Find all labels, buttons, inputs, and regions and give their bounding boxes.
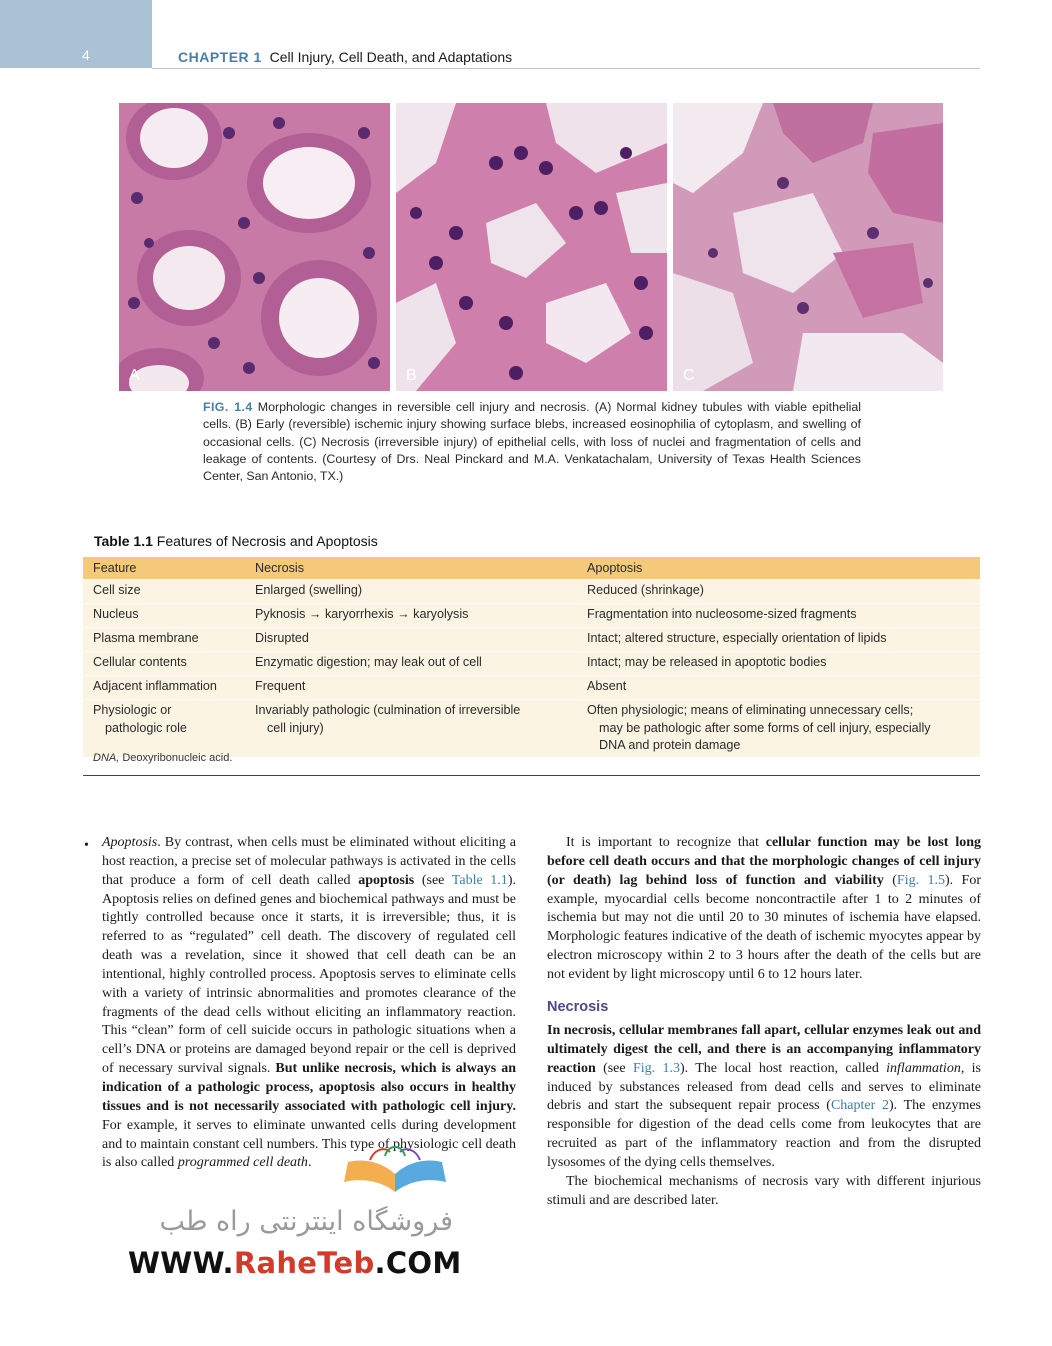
- text-run: ). Apoptosis relies on defined genes and biochemical pathways and must be tightly controlled because once it starts, it is irreversible; thus, it is referred to as “regulated” cell death. The discovery of regulated cell death was a revelation, since it showed that cell death can be an intentional, highly controlled process. Apoptosis serves to eliminate cells with a variety of intrinsic abnormalities and promotes clearance of the fragments of the dead cells without eliciting an inflammatory reaction. This “clean” form of cell suicide occurs in pathologic situations when a cell’s DNA or proteins are damaged beyond repair or the cell is deprived of necessary survival signals.: [102, 872, 516, 1077]
- micrograph-panel-c: [673, 103, 943, 391]
- cell-line: Enlarged (swelling): [255, 583, 363, 597]
- cell-feature: [83, 676, 245, 700]
- cell-line: Invariably pathologic (culmination of irreversible: [255, 703, 521, 717]
- micrograph-panel-a: [119, 103, 390, 391]
- figure-caption: [203, 399, 861, 485]
- term-apoptosis: Apoptosis: [102, 835, 158, 850]
- fig-1-3-link[interactable]: Fig. 1.3: [632, 1060, 680, 1076]
- left-column-text: [102, 834, 516, 1173]
- text-run: It is important to recognize that: [566, 835, 766, 850]
- bold-run: cellular function may be lost long before cell death occurs and that the morphologic changes of cell injury (or death) lag behind loss of function and viability: [547, 835, 981, 888]
- table-row: [83, 604, 980, 628]
- table-row: [83, 676, 980, 700]
- table-title: [94, 533, 378, 549]
- page-number-tab: [0, 0, 152, 68]
- table-row: [83, 628, 980, 652]
- header-apoptosis: Apoptosis: [577, 557, 980, 580]
- necrosis-apoptosis-table: [83, 557, 980, 757]
- cell-line: pathologic role: [105, 720, 187, 735]
- text-run: ). The local host reaction, called: [679, 1060, 887, 1076]
- chapter-2-link[interactable]: Chapter 2: [830, 1098, 889, 1114]
- url-suffix: .COM: [374, 1246, 462, 1280]
- panel-label-c: C: [683, 367, 695, 384]
- apoptosis-paragraph: [102, 834, 516, 1173]
- text-run: , is induced by substances released from dead cells and serves to eliminate debris and start the subsequent repair process (: [547, 1060, 981, 1114]
- watermark-url: [128, 1246, 462, 1280]
- cell-line: Intact; altered structure, especially orientation of lipids: [587, 631, 887, 645]
- watermark-persian-text: فروشگاه اینترنتی راه طب: [159, 1206, 453, 1237]
- book-logo-icon: [340, 1142, 450, 1202]
- italic-run: inflammation: [886, 1060, 961, 1076]
- cell-feature: [83, 628, 245, 652]
- header-feature: Feature: [83, 557, 245, 580]
- bold-run: apoptosis: [358, 872, 415, 888]
- cell-line: Fragmentation into nucleosome-sized fragments: [587, 607, 857, 621]
- header-rule: [152, 68, 980, 69]
- text-run: .: [307, 1155, 312, 1171]
- table-header-row: [83, 557, 980, 580]
- necrosis-paragraph: [547, 1022, 981, 1173]
- cell-apoptosis: [577, 628, 980, 652]
- micrograph-panel-b: [396, 103, 667, 391]
- mechanisms-paragraph: The biochemical mechanisms of necrosis vary with different injurious stimuli and are described later.: [547, 1173, 981, 1208]
- text-run: (see: [595, 1060, 633, 1076]
- header-necrosis: Necrosis: [245, 557, 577, 580]
- cell-apoptosis: [577, 700, 980, 757]
- cell-line: Adjacent inflammation: [93, 679, 217, 693]
- panel-label-b: B: [406, 367, 417, 384]
- cell-feature: [83, 652, 245, 676]
- text-run: (: [883, 872, 897, 888]
- table-bottom-rule: [83, 775, 980, 776]
- necrosis-section-text: [547, 1022, 981, 1210]
- cell-necrosis: [245, 604, 577, 628]
- page-number: 4: [82, 47, 90, 63]
- url-prefix: WWW.: [128, 1246, 234, 1280]
- cell-line: Frequent: [255, 679, 306, 693]
- url-brand: RaheTeb: [233, 1246, 375, 1280]
- italic-run: programmed cell death: [177, 1155, 308, 1171]
- cell-feature: [83, 700, 245, 757]
- fig-1-5-link[interactable]: Fig. 1.5: [896, 872, 945, 888]
- cell-apoptosis: [577, 580, 980, 604]
- table-1-1-link[interactable]: Table 1.1: [451, 872, 508, 888]
- cell-line: cell injury): [267, 720, 324, 735]
- table-row: [83, 580, 980, 604]
- table-row: [83, 652, 980, 676]
- figure-label: FIG. 1.4: [203, 400, 253, 414]
- cell-apoptosis: [577, 604, 980, 628]
- bold-run: In necrosis, cellular membranes fall apart, cellular enzymes leak out and ultimately digest the cell, and there is an accompanying inflammatory reaction: [547, 1023, 981, 1076]
- running-header: [178, 49, 512, 65]
- cell-necrosis: [245, 676, 577, 700]
- text-run: ). For example, myocardial cells become noncontractile after 1 to 2 minutes of ischemia but may not die until 20 to 30 minutes of ischemia have elapsed. Morphologic features indicative of the death of ischemic myocytes appear by electron microscopy within 2 to 3 hours after the death of the cells but are not evident by light microscopy until 6 to 12 hours later.: [547, 872, 981, 982]
- cell-necrosis: [245, 628, 577, 652]
- cell-line: Reduced (shrinkage): [587, 583, 704, 597]
- chapter-label: CHAPTER 1: [178, 49, 262, 65]
- footnote-abbreviation: DNA,: [93, 752, 120, 764]
- right-column-text: [547, 834, 981, 985]
- table-row: [83, 700, 980, 757]
- chapter-title: Cell Injury, Cell Death, and Adaptations: [269, 49, 513, 65]
- figure-caption-text: Morphologic changes in reversible cell injury and necrosis. (A) Normal kidney tubules with viable epithelial cells. (B) Early (reversible) ischemic injury showing surface blebs, increased eosinophilia of cytoplasm, and swelling of occasional cells. (C) Necrosis (irreversible injury) of epithelial cells, with loss of nuclei and fragmentation of cells and leakage of contents. (Courtesy of Drs. Neal Pinckard and M.A. Venkatachalam, University of Texas Health Sciences Center, San Antonio, TX.): [203, 400, 862, 484]
- cell-line: Cellular contents: [93, 655, 187, 669]
- micrograph-a-image: [119, 103, 390, 391]
- cell-necrosis: [245, 580, 577, 604]
- cell-line: DNA and protein damage: [599, 738, 741, 752]
- cell-apoptosis: [577, 652, 980, 676]
- cell-line: Often physiologic; means of eliminating unnecessary cells;: [587, 703, 914, 717]
- cell-line: Intact; may be released in apoptotic bodies: [587, 655, 827, 669]
- micrograph-b-image: [396, 103, 667, 391]
- text-run: For example, it serves to eliminate unwanted cells during development and to maintain constant cell numbers. This type of physiologic cell death is also called: [102, 1117, 516, 1171]
- cell-feature: [83, 580, 245, 604]
- cell-apoptosis: [577, 676, 980, 700]
- bullet-marker: •: [84, 838, 89, 853]
- section-heading-necrosis: Necrosis: [547, 999, 609, 1015]
- text-run: . By contrast, when cells must be eliminated without eliciting a host reaction, a precise set of molecular pathways is activated in the cells that produce a form of cell death called: [102, 835, 516, 888]
- cell-necrosis: [245, 700, 577, 757]
- bold-run: But unlike necrosis, which is always an indication of a pathologic process, apoptosis also occurs in healthy tissues and is not necessarily associated with pathologic cell injury.: [102, 1061, 516, 1114]
- text-run: ). The enzymes responsible for digestion of the dead cells come from leukocytes that are recruited as part of the inflammatory reaction and from the disrupted lysosomes of the dying cells themselves.: [547, 1098, 981, 1170]
- cell-line: Cell size: [93, 583, 141, 597]
- cell-line: Enzymatic digestion; may leak out of cell: [255, 655, 482, 669]
- cell-line: Nucleus: [93, 607, 139, 621]
- cell-line: Physiologic or: [93, 703, 172, 717]
- panel-label-a: A: [129, 367, 140, 384]
- function-loss-paragraph: [547, 834, 981, 985]
- table-label: Table 1.1: [94, 533, 153, 549]
- micrograph-c-image: [673, 103, 943, 391]
- cell-line: Absent: [587, 679, 627, 693]
- cell-line: Plasma membrane: [93, 631, 199, 645]
- footnote-text: Deoxyribonucleic acid.: [122, 752, 233, 764]
- cell-line: Pyknosis → karyorrhexis → karyolysis: [255, 607, 469, 621]
- cell-necrosis: [245, 652, 577, 676]
- cell-feature: [83, 604, 245, 628]
- cell-line: Disrupted: [255, 631, 309, 645]
- text-run: (see: [414, 872, 452, 888]
- table-title-text: Features of Necrosis and Apoptosis: [156, 533, 378, 549]
- table-footnote: [93, 752, 232, 764]
- cell-line: may be pathologic after some forms of cell injury, especially: [599, 720, 931, 735]
